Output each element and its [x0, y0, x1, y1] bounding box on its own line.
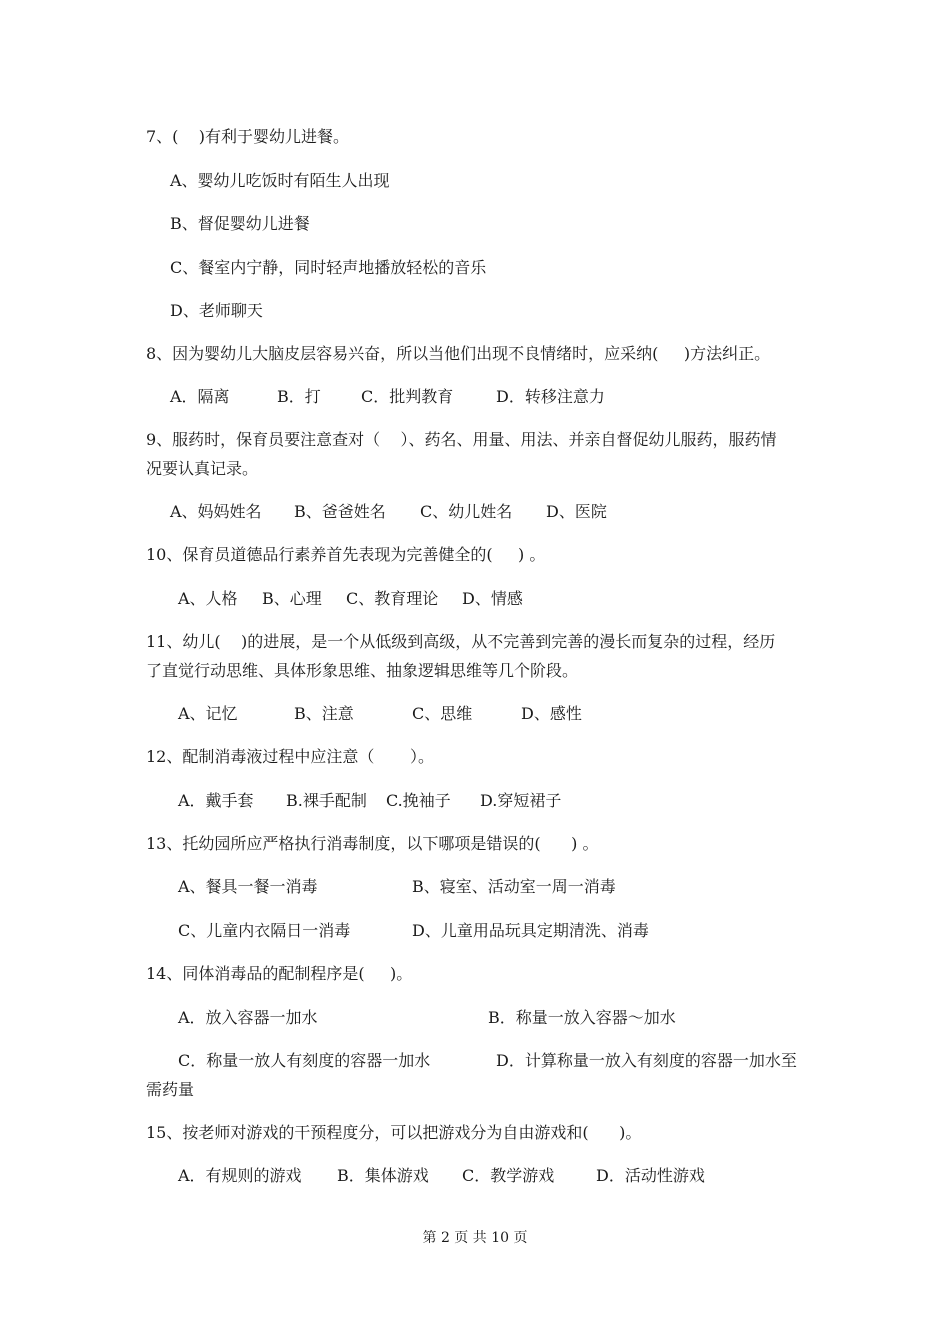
option-7b: B、督促婴幼儿进餐 [170, 214, 310, 233]
option-10d: D、情感 [462, 589, 523, 608]
option-14c: C．称量一放人有刻度的容器一加水 [178, 1051, 431, 1070]
option-12c: C.挽袖子 [386, 791, 451, 810]
question-13: 13、托幼园所应严格执行消毒制度，以下哪项是错误的( ) 。 [146, 834, 599, 853]
option-7d: D、老师聊天 [170, 301, 263, 320]
option-15d: D．活动性游戏 [596, 1166, 705, 1185]
option-9b: B、爸爸姓名 [294, 502, 386, 521]
option-8a: A．隔离 [170, 387, 230, 406]
option-7c: C、餐室内宁静，同时轻声地播放轻松的音乐 [170, 258, 487, 277]
option-10b: B、心理 [262, 589, 322, 608]
option-15a: A．有规则的游戏 [178, 1166, 302, 1185]
option-14d-continued: 需药量 [146, 1080, 195, 1099]
question-11-line-1: 11、幼儿( )的进展，是一个从低级到高级，从不完善到完善的漫长而复杂的过程，经历 [146, 632, 776, 651]
option-7a: A、婴幼儿吃饭时有陌生人出现 [170, 171, 390, 190]
option-8c: C．批判教育 [361, 387, 454, 406]
question-15: 15、按老师对游戏的干预程度分，可以把游戏分为自由游戏和( )。 [146, 1123, 642, 1142]
question-9-line-1: 9、服药时，保育员要注意查对（ ）、药名、用量、用法、并亲自督促幼儿服药，服药情 [146, 430, 777, 449]
option-13b: B、寝室、活动室一周一消毒 [412, 877, 616, 896]
option-10c: C、教育理论 [346, 589, 439, 608]
option-12b: B.裸手配制 [286, 791, 367, 810]
option-9d: D、医院 [546, 502, 607, 521]
option-13c: C、儿童内衣隔日一消毒 [178, 921, 351, 940]
question-12: 12、配制消毒液过程中应注意（ ）。 [146, 747, 434, 766]
option-8b: B．打 [277, 387, 321, 406]
question-14: 14、同体消毒品的配制程序是( )。 [146, 964, 413, 983]
option-11c: C、思维 [412, 704, 473, 723]
option-13d: D、儿童用品玩具定期清洗、消毒 [412, 921, 649, 940]
option-13a: A、餐具一餐一消毒 [178, 877, 318, 896]
option-11b: B、注意 [294, 704, 354, 723]
option-12a: A．戴手套 [178, 791, 254, 810]
option-8d: D．转移注意力 [496, 387, 605, 406]
option-15b: B．集体游戏 [337, 1166, 429, 1185]
question-10: 10、保育员道德品行素养首先表现为完善健全的( ) 。 [146, 545, 546, 564]
page-number-footer: 第 2 页 共 10 页 [422, 1230, 528, 1246]
question-7: 7、( )有利于婴幼儿进餐。 [146, 127, 350, 146]
option-14b: B．称量一放入容器～加水 [488, 1008, 676, 1027]
question-9-line-2: 况要认真记录。 [146, 459, 259, 478]
option-15c: C．教学游戏 [462, 1166, 555, 1185]
option-10a: A、人格 [178, 589, 238, 608]
question-11-line-2: 了直觉行动思维、具体形象思维、抽象逻辑思维等几个阶段。 [146, 661, 579, 680]
option-9c: C、幼儿姓名 [420, 502, 513, 521]
option-9a: A、妈妈姓名 [170, 502, 262, 521]
option-11a: A、记忆 [178, 704, 238, 723]
option-14d: D．计算称量一放入有刻度的容器一加水至 [496, 1051, 797, 1070]
option-12d: D.穿短裙子 [480, 791, 562, 810]
option-11d: D、感性 [521, 704, 582, 723]
question-8: 8、因为婴幼儿大脑皮层容易兴奋，所以当他们出现不良情绪时，应采纳( )方法纠正。 [146, 344, 771, 363]
option-14a: A．放入容器一加水 [178, 1008, 318, 1027]
